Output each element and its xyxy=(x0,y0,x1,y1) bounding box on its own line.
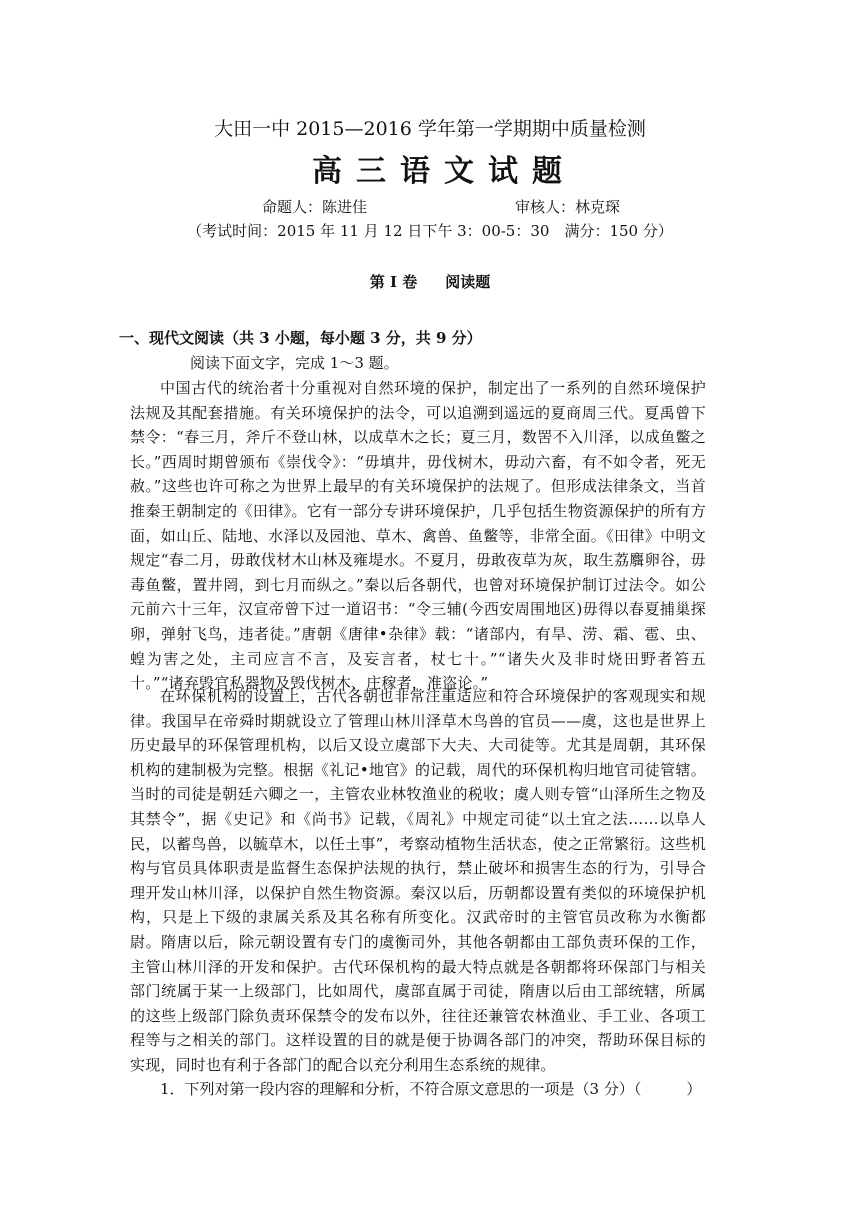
volume-label: 第 I 卷 xyxy=(369,273,418,291)
question-1: 1．下列对第一段内容的理解和分析，不符合原文意思的一项是（3 分）（ ） xyxy=(160,1080,702,1098)
exam-title: 高三语文试题 xyxy=(312,154,576,189)
part-title: 一、现代文阅读（共 3 小题，每小题 3 分，共 9 分） xyxy=(119,329,482,347)
author-line xyxy=(262,196,620,218)
passage-paragraph: 中国古代的统治者十分重视对自然环境的保护，制定出了一系列的自然环境保护法规及其配套措施。有关环境保护的法令，可以追溯到遥远的夏商周三代。夏禹曾下禁令：“春三月，斧斤不登山林，以成草木之长；夏三月，数罟不入川泽，以成鱼鳖之长。”西周时期曾颁布《崇伐令》：“毋填井，毋伐树木，毋动六畜，有不如令者，死无赦。”这些也许可称之为世界上最早的有关环境保护的法规了。但形成法律条文，当首推秦王朝制定的《田律》。它有一部分专讲环境保护，几乎包括生物资源保护的所有方面，如山丘、陆地、水泽以及园池、草木、禽兽、鱼鳖等，非常全面。《田律》中明文规定“春二月，毋敢伐材木山林及雍堤水。不夏月，毋敢夜草为灰，取生荔麛卵谷，毋毒鱼鳖，置井罔，到七月而纵之。”秦以后各朝代，也曾对环境保护制订过法令。如公元前六十三年，汉宣帝曾下过一道诏书：“令三辅(今西安周围地区)毋得以春夏捕巢探卵，弹射飞鸟，违者徒。”唐朝《唐律•杂律》载：“诸部内，有旱、涝、霜、雹、虫、蝗为害之处，主司应言不言，及妄言者，杖七十。”“诸失火及非时烧田野者笞五十。”“诸弃毁官私器物及毁伐树木、庄稼者，准盗论。” xyxy=(130,379,706,693)
exam-info: （考试时间：2015 年 11 月 12 日下午 3：00-5：30 满分：150 分） xyxy=(187,222,673,240)
section-name: 阅读题 xyxy=(445,273,491,291)
section-title xyxy=(0,271,860,293)
instruction-text: 阅读下面文字，完成 1～3 题。 xyxy=(190,354,399,372)
passage-paragraph: 在环保机构的设置上，古代各朝也非常注重适应和符合环境保护的客观现实和规律。我国早在帝舜时期就设立了管理山林川泽草木鸟兽的官员——虞，这也是世界上历史最早的环保管理机构，以后又设立虞部下大夫、大司徒等。尤其是周朝，其环保机构的建制极为完整。根据《礼记•地官》的记载，周代的环保机构归地官司徒管辖。当时的司徒是朝廷六卿之一，主管农业林牧渔业的税收；虞人则专管“山泽所生之物及其禁令”，据《史记》和《尚书》记载，《周礼》中规定司徒“以土宜之法……以阜人民，以蓄鸟兽，以毓草木，以任土事”，考察动植物生活状态，使之正常繁衍。这些机构与官员具体职责是监督生态保护法规的执行，禁止破坏和损害生态的行为，引导合理开发山林川泽，以保护自然生物资源。秦汉以后，历朝都设置有类似的环境保护机构，只是上下级的隶属关系及其名称有所变化。汉武帝时的主管官员改称为水衡都尉。隋唐以后，除元朝设置有专门的虞衡司外，其他各朝都由工部负责环保的工作，主管山林川泽的开发和保护。古代环保机构的最大特点就是各朝都将环保部门与相关部门统属于某一上级部门，比如周代，虞部直属于司徒，隋唐以后由工部统辖，所属的这些上级部门除负责环保禁令的发布以外，往往还兼管农林渔业、手工业、各项工程等与之相关的部门。这样设置的目的就是便于协调各部门的冲突，帮助环保目标的实现，同时也有利于各部门的配合以充分利用生态系统的规律。 xyxy=(130,687,706,1074)
reviewer-label: 审核人：林克琛 xyxy=(515,198,621,216)
exam-header: 大田一中 2015—2016 学年第一学期期中质量检测 xyxy=(214,118,646,140)
setter-label: 命题人：陈进佳 xyxy=(262,198,368,216)
